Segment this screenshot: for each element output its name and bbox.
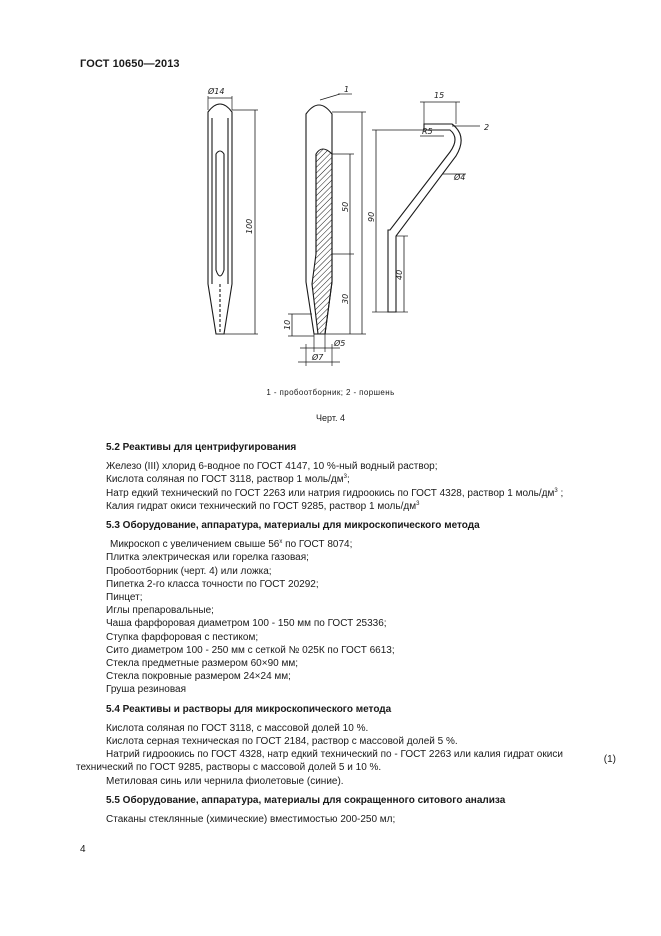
section-5-5	[106, 794, 616, 826]
section-5-4	[76, 703, 616, 788]
dim-length-90: 90	[367, 211, 376, 222]
document-header: ГОСТ 10650—2013	[80, 58, 180, 70]
list-item: Ступка фарфоровая с пестиком;	[106, 631, 259, 643]
section-5-3	[106, 519, 616, 697]
position-label-1: 1	[344, 85, 350, 94]
sampler-section-cut	[312, 149, 332, 334]
list-item: Стаканы стеклянные (химические) вместимостью 200-250 мл;	[106, 814, 396, 826]
sampler-front-slot	[216, 151, 224, 276]
technical-drawing-figure	[190, 84, 510, 376]
dim-diameter-14: Ø14	[208, 87, 225, 96]
list-item: Стекла предметные размером 60×90 мм;	[106, 658, 299, 670]
list-item: Сито диаметром 100 - 250 мм с сеткой № 025К по ГОСТ 6613;	[106, 644, 395, 656]
dim-length-30: 30	[341, 293, 350, 304]
dim-radius-5: R5	[422, 127, 433, 136]
list-item: Железо (III) хлорид 6-водное по ГОСТ 4147, 10 %-ный водный раствор;	[106, 461, 438, 473]
section-5-2	[106, 441, 616, 513]
list-item: Микроскоп с увеличением свыше $56^х$ по ГОСТ 8074;	[110, 539, 353, 551]
list-item: Груша резиновая	[106, 684, 186, 696]
list-item: Пинцет;	[106, 592, 143, 604]
dim-length-100: 100	[245, 218, 254, 234]
list-item: Кислота серная техническая по ГОСТ 2184, раствор с массовой долей 5 %.	[106, 736, 458, 748]
dim-length-10: 10	[283, 319, 292, 330]
list-item: Пипетка 2-го класса точности по ГОСТ 20292;	[106, 578, 319, 590]
document-body	[76, 441, 616, 832]
list-item: Метиловая синь или чернила фиолетовые (синие).	[106, 775, 344, 787]
dim-diameter-7: Ø7	[312, 353, 324, 362]
list-item: Иглы препаровальные;	[106, 605, 214, 617]
equation-number: (1)	[603, 754, 616, 766]
section-heading: 5.3 Оборудование, аппаратура, материалы для микроскопического метода	[106, 520, 480, 532]
list-item: Кислота соляная по ГОСТ 3118, раствор 1 моль/$дм^3$;	[106, 474, 350, 486]
list-item: Пробоотборник (черт. 4) или ложка;	[106, 565, 272, 577]
list-item-continuation: технический по ГОСТ 9285, растворы с массовой долей 5 и 10 %.	[76, 762, 382, 774]
dim-length-15: 15	[434, 91, 445, 100]
dim-diameter-4: Ø4	[454, 173, 466, 182]
section-heading: 5.2 Реактивы для центрифугирования	[106, 442, 297, 453]
figure-title: Черт. 4	[316, 413, 345, 423]
list-item: Плитка электрическая или горелка газовая;	[106, 552, 309, 564]
position-label-2: 2	[484, 123, 490, 132]
list-item: Натрий гидроокись по ГОСТ 4328, натр едкий технический по - ГОСТ 2263 или калия гидрат окиси	[106, 749, 563, 761]
page-number: 4	[80, 844, 86, 855]
section-heading: 5.4 Реактивы и растворы для микроскопического метода	[106, 703, 392, 715]
figure-svg	[190, 84, 510, 376]
dim-length-50: 50	[341, 201, 350, 212]
list-item: Стекла покровные размером 24×24 мм;	[106, 671, 291, 683]
list-item: Калия гидрат окиси технический по ГОСТ 9285, раствор 1 моль/$дм^3$	[106, 500, 420, 512]
dim-diameter-5: Ø5	[334, 339, 346, 348]
section-heading: 5.5 Оборудование, аппаратура, материалы для сокращенного ситового анализа	[106, 794, 506, 806]
figure-caption: 1 - пробоотборник; 2 - поршень	[266, 388, 395, 397]
dim-length-40: 40	[395, 269, 404, 280]
list-item: Кислота соляная по ГОСТ 3118, с массовой долей 10 %.	[106, 722, 369, 734]
list-item: Натр едкий технический по ГОСТ 2263 или натрия гидроокись по ГОСТ 4328, раствор 1 моль/$дм^3$ ;	[106, 487, 564, 499]
list-item: Чаша фарфоровая диаметром 100 - 150 мм по ГОСТ 25336;	[106, 618, 387, 630]
piston-outline	[388, 124, 461, 312]
